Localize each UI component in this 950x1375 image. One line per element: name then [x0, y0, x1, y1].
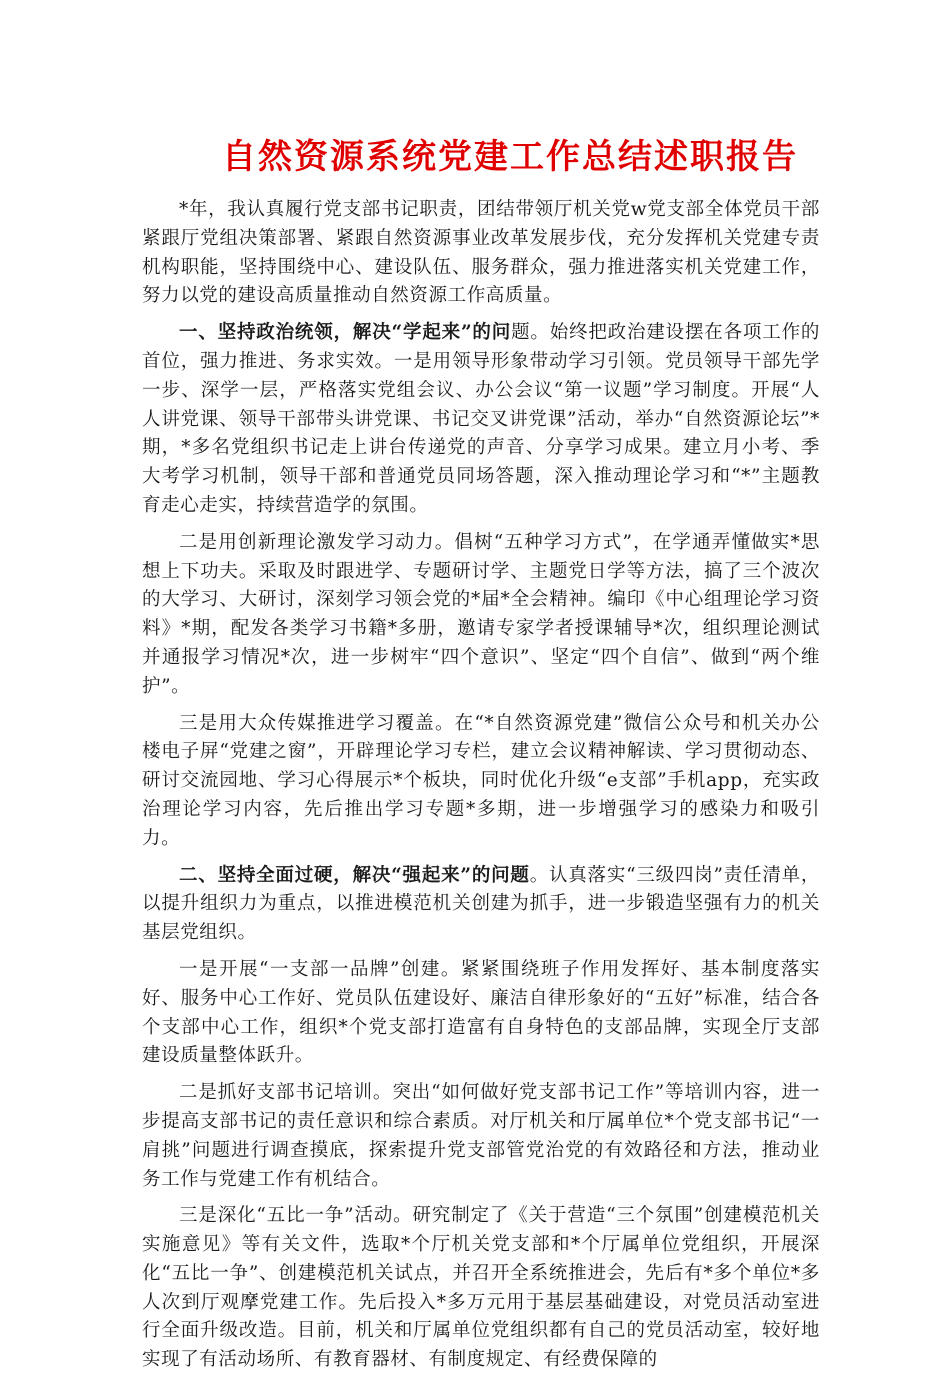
paragraph-text: 一是开展“一支部一品牌”创建。紧紧围绕班子作用发挥好、基本制度落实好、服务中心工作好、党员队伍建设好、廉洁自律形象好的“五好”标准，结合各个支部中心工作，组织*个党支部打造富有自身特色的支部品牌，实现全厅支部建设质量整体跃升。 [142, 958, 820, 1067]
paragraph-text: 二是用创新理论激发学习动力。倡树“五种学习方式”，在学通弄懂做实*思想上下功夫。采取及时跟进学、专题研讨学、主题党日学等方法，搞了三个波次的大学习、大研讨，深刻学习领会党的*届*全会精神。编印《中心组理论学习资料》*期，配发各类学习书籍*多册，邀请专家学者授课辅导*次，组织理论测试并通报学习情况*次，进一步树牢“四个意识”、坚定“四个自信”、做到“两个维护”。 [142, 531, 820, 697]
paragraph-intro [142, 196, 820, 311]
document-title: 自然资源系统党建工作总结述职报告 [222, 137, 798, 177]
paragraph-text: 题。始终把政治建设摆在各项工作的首位，强力推进、务求实效。一是用领导形象带动学习引领。党员领导干部先学一步、深学一层，严格落实党组会议、办公会议“第一议题”学习制度。开展“人人讲党课、领导干部带头讲党课、书记交叉讲党课”活动，举办“自然资源论坛”*期，*多名党组织书记走上讲台传递党的声音、分享学习成果。建立月小考、季大考学习机制，领导干部和普通党员同场答题，深入推动理论学习和“*”主题教育走心走实，持续营造学的氛围。 [142, 322, 820, 516]
paragraph-section-1-item-3 [142, 710, 820, 854]
paragraph-section-2 [142, 862, 820, 948]
paragraph-section-1 [142, 319, 820, 521]
paragraph-section-2-item-3 [142, 1202, 820, 1375]
section-heading: 二、坚持全面过硬，解决“强起来”的问题 [179, 864, 530, 886]
paragraph-text: 。认真落实“三级四岗”责任清单，以提升组织力为重点，以推进模范机关创建为抓手，进一步锻造坚强有力的机关基层党组织。 [142, 864, 820, 944]
paragraph-section-2-item-2 [142, 1079, 820, 1194]
paragraph-text: 二是抓好支部书记培训。突出“如何做好党支部书记工作”等培训内容，进一步提高支部书记的责任意识和综合素质。对厅机关和厅属单位*个党支部书记“一肩挑”问题进行调查摸底，探索提升党支部管党治党的有效路径和方法，推动业务工作与党建工作有机结合。 [142, 1082, 820, 1190]
paragraph-text: *年，我认真履行党支部书记职责，团结带领厅机关党w党支部全体党员干部紧跟厅党组决策部署、紧跟自然资源事业改革发展步伐，充分发挥机关党建专责机构职能，坚持围绕中心、建设队伍、服务群众，强力推进落实机关党建工作，努力以党的建设高质量推动自然资源工作高质量。 [142, 199, 820, 307]
paragraph-text: 三是深化“五比一争”活动。研究制定了《关于营造“三个氛围”创建模范机关实施意见》等有关文件，选取*个厅机关党支部和*个厅属单位党组织，开展深化“五比一争”、创建模范机关试点，并召开全系统推进会，先后有*多个单位*多人次到厅观摩党建工作。先后投入*多万元用于基层基础建设，对党员活动室进行全面升级改造。目前，机关和厅属单位党组织都有自己的党员活动室，较好地实现了有活动场所、有教育器材、有制度规定、有经费保障的 [142, 1205, 820, 1371]
section-heading: 一、坚持政治统领，解决“学起来”的问 [179, 322, 512, 344]
paragraph-section-2-item-1 [142, 956, 820, 1071]
paragraph-text: 三是用大众传媒推进学习覆盖。在“*自然资源党建”微信公众号和机关办公楼电子屏“党建之窗”，开辟理论学习专栏，建立会议精神解读、学习贯彻动态、研讨交流园地、学习心得展示*个板块，同时优化升级“e支部”手机app，充实政治理论学习内容，先后推出学习专题*多期，进一步增强学习的感染力和吸引力。 [142, 712, 820, 849]
paragraph-section-1-item-2 [142, 529, 820, 702]
